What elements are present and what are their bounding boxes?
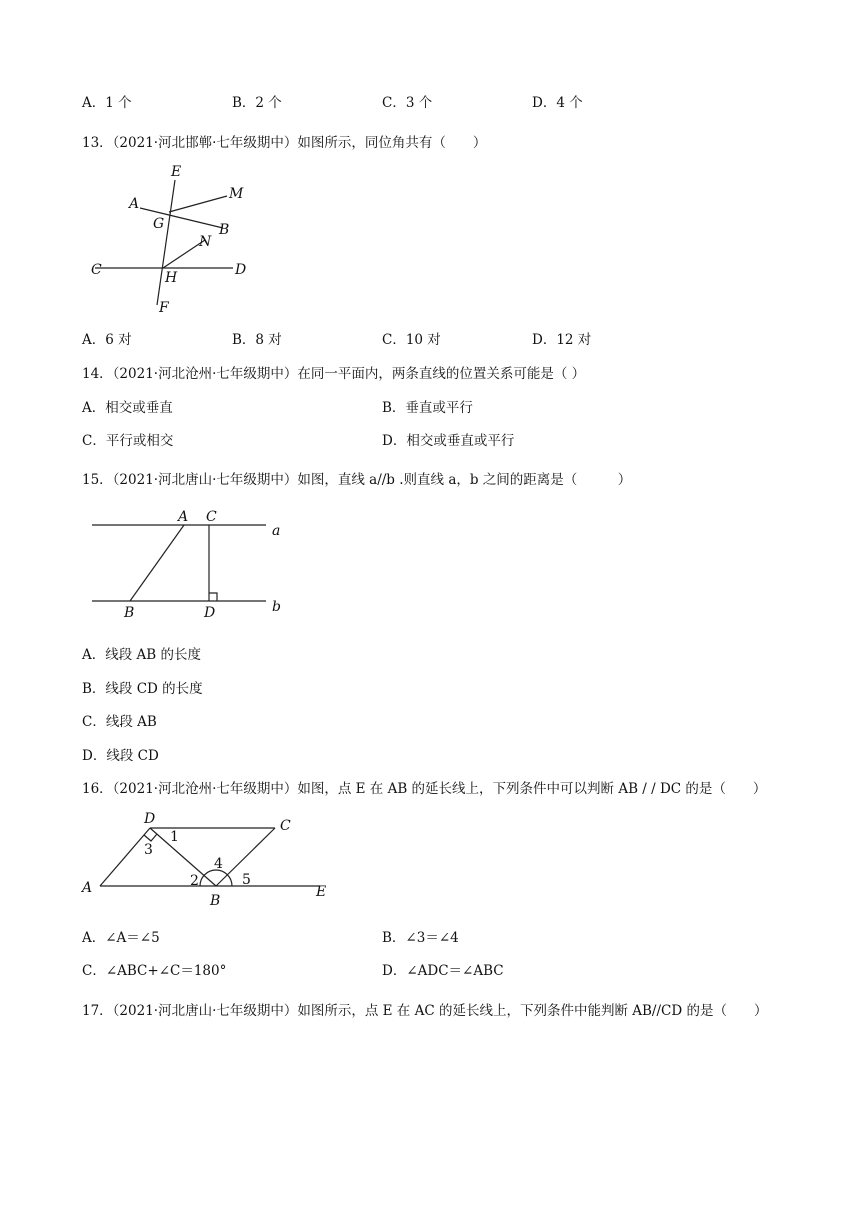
q15-label-c-point: C <box>206 509 217 525</box>
q16-stem: 16．（2021·河北沧州·七年级期中）如图，点 E 在 AB 的延长线上，下列条件中可以判断 AB / / DC 的是（ ） <box>82 781 767 797</box>
q13-label-f: F <box>159 300 169 316</box>
q16-label-e: E <box>316 884 327 900</box>
q15-option-b: B．线段 CD 的长度 <box>82 681 203 697</box>
q15-label-line-a: a <box>272 523 281 539</box>
q16-option-b: B．∠3＝∠4 <box>382 930 459 946</box>
q14-stem: 14．（2021·河北沧州·七年级期中）在同一平面内，两条直线的位置关系可能是（ ） <box>82 366 586 382</box>
q13-label-h: H <box>165 270 178 286</box>
q13-label-a: A <box>129 196 140 212</box>
q12-option-a: A．1 个 <box>82 95 132 111</box>
q13-label-m: M <box>229 186 244 202</box>
q13-label-d: D <box>235 262 247 278</box>
q16-label-angle-5: 5 <box>242 872 251 888</box>
q13-label-n: N <box>199 234 212 250</box>
q13-label-b: B <box>219 222 230 238</box>
q16-label-angle-1: 1 <box>170 829 179 845</box>
q16-label-c: C <box>280 818 291 834</box>
q13-label-g: G <box>153 216 165 232</box>
q15-label-b-point: B <box>124 605 135 621</box>
q13-option-a: A．6 对 <box>82 332 132 348</box>
q14-option-a: A．相交或垂直 <box>82 400 173 416</box>
q16-option-a: A．∠A＝∠5 <box>82 930 160 946</box>
q13-label-c: C <box>91 262 102 278</box>
q15-option-a: A．线段 AB 的长度 <box>82 647 202 663</box>
q13-label-e: E <box>171 164 182 180</box>
q15-label-line-b: b <box>272 599 281 615</box>
q15-label-a-point: A <box>178 509 189 525</box>
q14-option-c: C．平行或相交 <box>82 433 174 449</box>
q12-option-d: D．4 个 <box>532 95 583 111</box>
q13-figure <box>85 160 265 320</box>
q13-option-c: C．10 对 <box>382 332 441 348</box>
q13-option-d: D．12 对 <box>532 332 592 348</box>
q14-option-b: B．垂直或平行 <box>382 400 473 416</box>
q16-label-b: B <box>210 893 221 908</box>
q15-label-d-point: D <box>204 605 216 621</box>
q16-label-angle-4: 4 <box>214 856 223 872</box>
q17-stem: 17．（2021·河北唐山·七年级期中）如图所示，点 E 在 AC 的延长线上，下列条件中能判断 AB//CD 的是（ ） <box>82 1003 768 1019</box>
q12-option-c: C．3 个 <box>382 95 433 111</box>
q16-option-c: C．∠ABC+∠C＝180° <box>82 963 227 979</box>
q16-figure <box>80 808 335 908</box>
q14-option-d: D．相交或垂直或平行 <box>382 433 515 449</box>
q15-option-c: C．线段 AB <box>82 714 157 730</box>
q15-option-d: D．线段 CD <box>82 748 159 764</box>
q16-label-angle-2: 2 <box>190 873 199 889</box>
q16-label-angle-3: 3 <box>144 842 153 858</box>
q15-figure <box>88 505 288 623</box>
q15-stem: 15．（2021·河北唐山·七年级期中）如图，直线 a//b .则直线 a，b 之间的距离是（ ） <box>82 472 632 488</box>
q16-label-d: D <box>144 811 156 827</box>
q13-option-b: B．8 对 <box>232 332 282 348</box>
q16-option-d: D．∠ADC＝∠ABC <box>382 963 504 979</box>
q16-label-a: A <box>82 880 93 896</box>
q12-option-b: B．2 个 <box>232 95 282 111</box>
q13-stem: 13．（2021·河北邯郸·七年级期中）如图所示，同位角共有（ ） <box>82 135 487 151</box>
